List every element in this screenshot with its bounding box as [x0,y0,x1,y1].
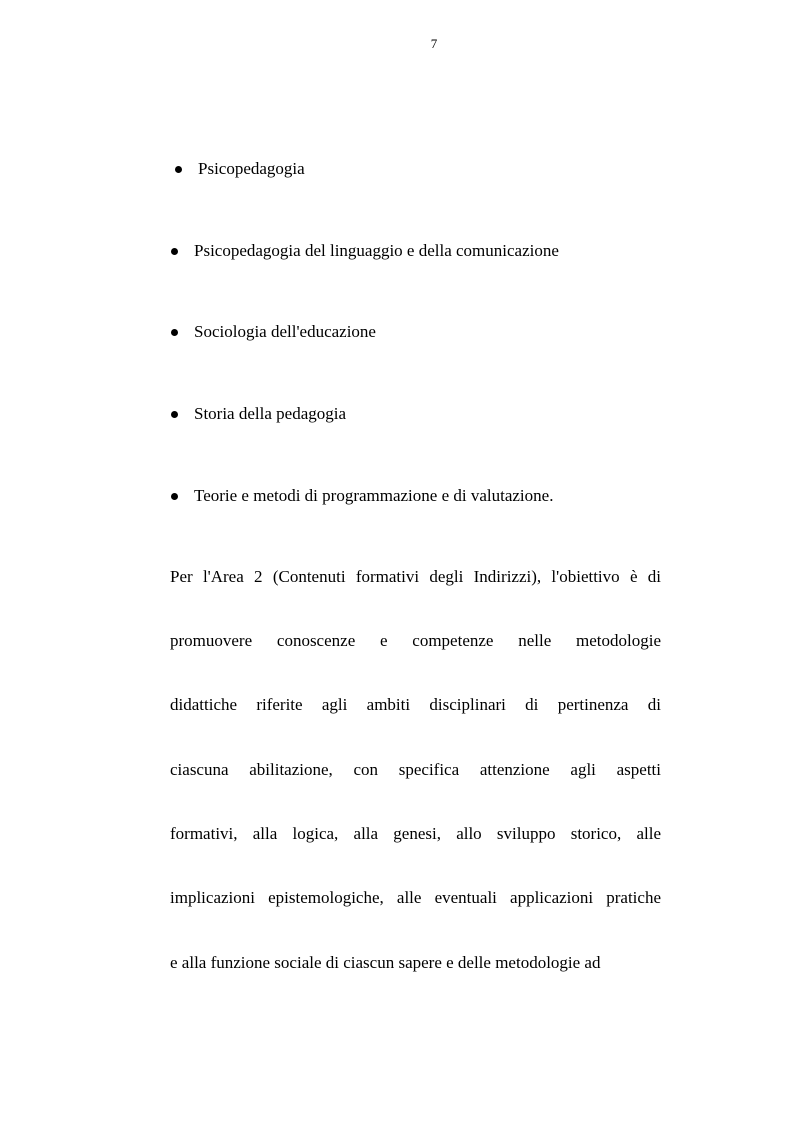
paragraph-line: implicazioni epistemologiche, alle eventuali applicazioni pratiche [170,888,661,907]
bullet-icon [171,329,178,336]
bullet-icon [171,411,178,418]
paragraph-line: ciascuna abilitazione, con specifica attenzione agli aspetti [170,760,661,779]
list-item-text: Psicopedagogia del linguaggio e della comunicazione [194,241,559,260]
list-item-text: Psicopedagogia [198,159,305,178]
paragraph-line: Per l'Area 2 (Contenuti formativi degli Indirizzi), l'obiettivo è di [170,567,661,586]
page-number: 7 [430,36,438,51]
list-item-text: Sociologia dell'educazione [194,322,376,341]
paragraph-line: formativi, alla logica, alla genesi, allo sviluppo storico, alle [170,824,661,843]
bullet-icon [171,248,178,255]
bullet-icon [175,166,182,173]
bullet-icon [171,493,178,500]
paragraph-line: didattiche riferite agli ambiti disciplinari di pertinenza di [170,695,661,714]
paragraph-line: promuovere conoscenze e competenze nelle metodologie [170,631,661,650]
list-item-text: Storia della pedagogia [194,404,347,423]
list-item-text: Teorie e metodi di programmazione e di valutazione. [194,486,554,505]
paragraph-line: e alla funzione sociale di ciascun sapere e delle metodologie ad [170,953,601,972]
